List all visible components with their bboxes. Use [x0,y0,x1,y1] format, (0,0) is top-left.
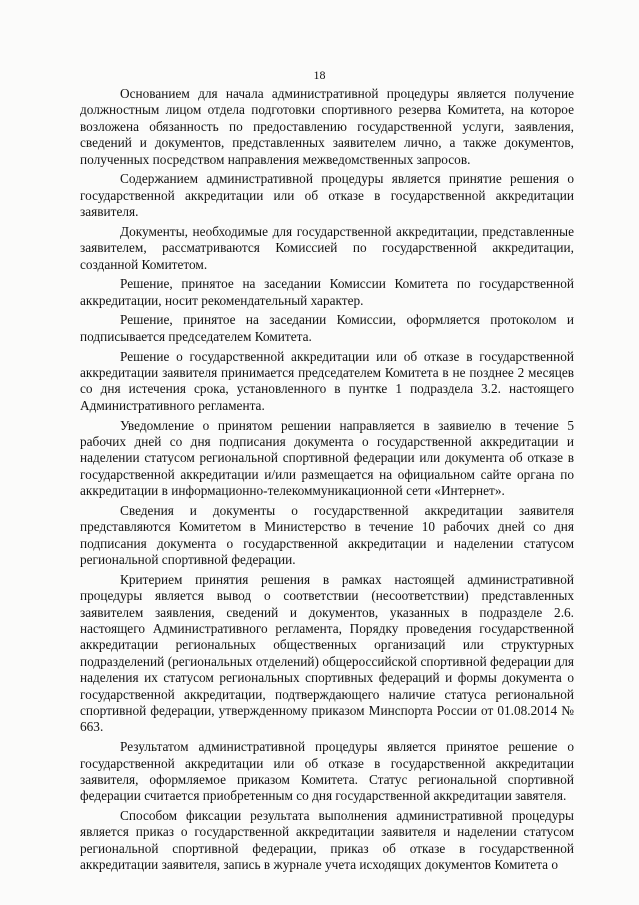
page-number: 18 [313,68,326,82]
paragraph-decision-deadline: Решение о государственной аккредитации или об отказе в государственной аккредитации заявителя принимается председателем Комитета в не позднее 2 месяцев со дня истечения срока, установленного в пунтке 1 подраздела 3.2. настоящего Административного регламента. [80,348,574,413]
paragraph-notification: Уведомление о принятом решении направляется в заявиелю в течение 5 рабочих дней со дня подписания документа о государственной аккредитации и наделении статусом региональной спортивной федерации или документа об отказе в государственной аккредитации и/или размещается на официальном сайте органа по аккредитации в информационно-телекоммуникационной сети «Интернет». [80,417,574,499]
paragraph-result-fixation: Способом фиксации результата выполнения административной процедуры является приказ о государственной аккредитации заявителя и наделении статусом региональной спортивной федерации, приказ об отказе в государственной аккредитации заявителя, запись в журнале учета исходящих документов Комитета о [80,808,574,873]
paragraph-information-to-ministry: Сведения и документы о государственной аккредитации заявителя представляются Комитетом в Министерство в течение 10 рабочих дней со дня подписания документа о государственной аккредитации и наделении статусом региональной спортивной федерации. [80,502,574,568]
document-body [80,86,574,877]
paragraph-decision-criterion: Критерием принятия решения в рамках настоящей административной процедуры является вывод о соответствии (несоответствии) представленных заявителем заявления, сведений и документов, указанных в подразделе 2.6. настоящего Административного регламента, Порядку проведения государственной аккредитации региональных общественных организаций или структурных подразделений (региональных отделений) общероссийской спортивной федерации для наделения их статусом региональных спортивных федераций и формы документа о государственной аккредитации, подтверждающего наличие статуса региональной спортивной федерации, утвержденному приказом Минспорта России от 01.08.2014 № 663. [80,571,574,735]
paragraph-procedure-result: Результатом административной процедуры является принятое решение о государственной аккредитации или об отказе в государственной аккредитации заявителя, оформляемое приказом Комитета. Статус региональной спортивной федерации считается приобретенным со дня государственной аккредитации завятеля. [80,739,574,804]
paragraph-documents: Документы, необходимые для государственной аккредитации, представленные заявителем, рассматриваются Комиссией по государственной аккредитации, созданной Комитетом. [80,223,574,272]
paragraph-content: Содержанием административной процедуры является принятие решения о государственной аккредитации или об отказе в государственной аккредитации заявителя. [80,171,574,220]
paragraph-decision-protocol: Решение, принятое на заседании Комиссии, оформляется протоколом и подписывается председателем Комитета. [80,312,574,344]
paragraph-decision-recommendation: Решение, принятое на заседании Комиссии Комитета по государственной аккредитации, носит рекомендательный характер. [80,276,574,308]
paragraph-basis: Основанием для начала административной процедуры является получение должностным лицом отдела подготовки спортивного резерва Комитета, на которое возложена обязанность по предоставлению государственной услуги, заявления, сведений и документов, представленных заявителем лично, а также документов, полученных посредством направления межведомственных запросов. [80,86,574,167]
